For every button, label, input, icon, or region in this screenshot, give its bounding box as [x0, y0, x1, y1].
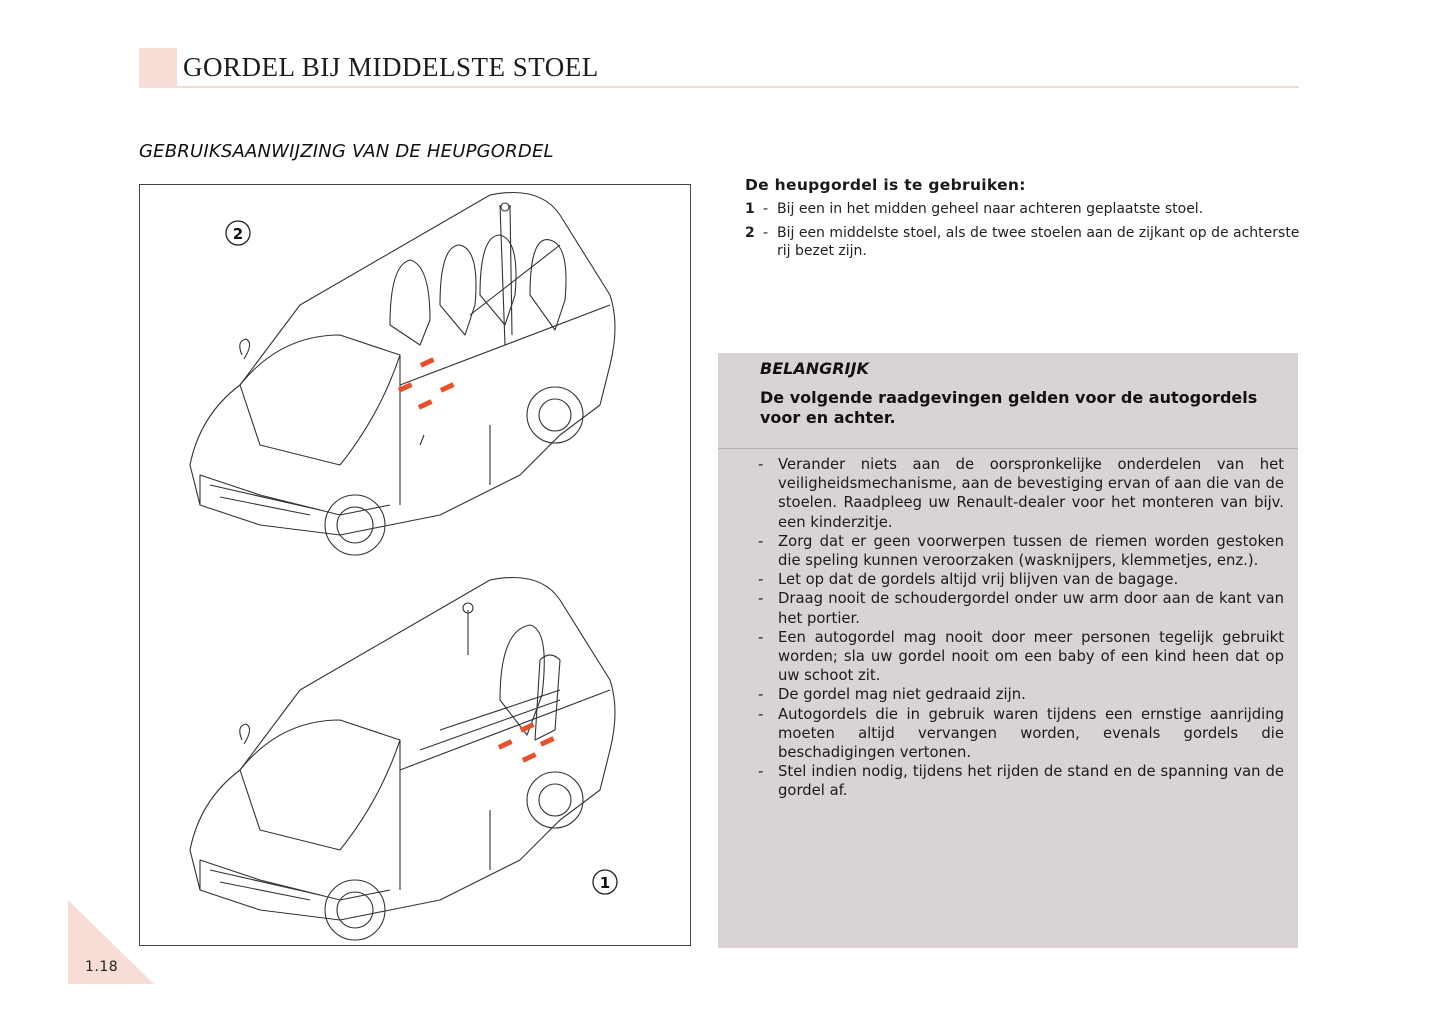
important-item: - Draag nooit de schoudergordel onder uw arm door aan de kant van het portier. — [758, 590, 1284, 627]
usage-item-text: Bij een in het midden geheel naar achteren geplaatste stoel. — [777, 201, 1204, 217]
important-notice-box — [718, 353, 1298, 948]
important-item: - Zorg dat er geen voorwerpen tussen de riemen worden gestoken die speling kunnen veroorzaken (wasknijpers, klemmetjes, enz.). — [758, 532, 1284, 570]
usage-item-2 — [745, 224, 1305, 260]
title-accent-block — [139, 48, 177, 86]
usage-instructions — [745, 176, 1305, 266]
figure-label-2 — [226, 221, 250, 245]
important-label: BELANGRIJK — [760, 359, 869, 378]
van-illustration-2 — [190, 193, 615, 556]
van-illustration-1 — [190, 578, 615, 941]
minivan-illustrations — [140, 185, 692, 947]
important-item: - Een autogordel mag nooit door meer personen tegelijk gebruikt worden; sla uw gordel nooit om een baby of een kind heen dat op uw schoot zit. — [758, 628, 1284, 685]
usage-item-number: 1 — [745, 201, 755, 217]
usage-title: De heupgordel is te gebruiken: — [745, 176, 1026, 194]
usage-item-dash: - — [763, 225, 769, 241]
important-item: - De gordel mag niet gedraaid zijn. — [758, 686, 1026, 704]
usage-item-1 — [745, 200, 1305, 218]
figure-label-1 — [593, 870, 617, 894]
important-divider — [718, 448, 1298, 449]
usage-item-text: Bij een middelste stoel, als de twee stoelen aan de zijkant op de achterste rij bezet zijn. — [777, 225, 1300, 259]
page-number: 1.18 — [85, 959, 119, 975]
usage-item-number: 2 — [745, 225, 755, 241]
important-list — [758, 455, 1284, 801]
section-heading: GEBRUIKSAANWIJZING VAN DE HEUPGORDEL — [139, 141, 554, 162]
important-lead: De volgende raadgevingen gelden voor de autogordels voor en achter. — [760, 388, 1258, 427]
page-title: GORDEL BIJ MIDDELSTE STOEL — [183, 52, 599, 82]
svg-text:1: 1 — [599, 874, 611, 892]
important-item: - Autogordels die in gebruik waren tijdens een ernstige aanrijding moeten altijd vervangen worden, evenals gordels die beschadigingen vertonen. — [758, 705, 1284, 762]
usage-item-dash: - — [763, 201, 769, 217]
illustration-frame — [139, 184, 691, 946]
svg-text:2: 2 — [232, 225, 244, 243]
title-underline — [139, 86, 1299, 88]
belt-anchor-highlights — [398, 357, 555, 762]
important-item: - Stel indien nodig, tijdens het rijden de stand en de spanning van de gordel af. — [758, 763, 1284, 800]
important-item: - Verander niets aan de oorspronkelijke onderdelen van het veiligheidsmechanisme, aan de bevestiging ervan of aan die van de stoelen. Raadpleeg uw Renault-dealer voor het monteren van bijv. een kinderzitje. — [758, 456, 1284, 531]
important-item: - Let op dat de gordels altijd vrij blijven van de bagage. — [758, 571, 1179, 589]
